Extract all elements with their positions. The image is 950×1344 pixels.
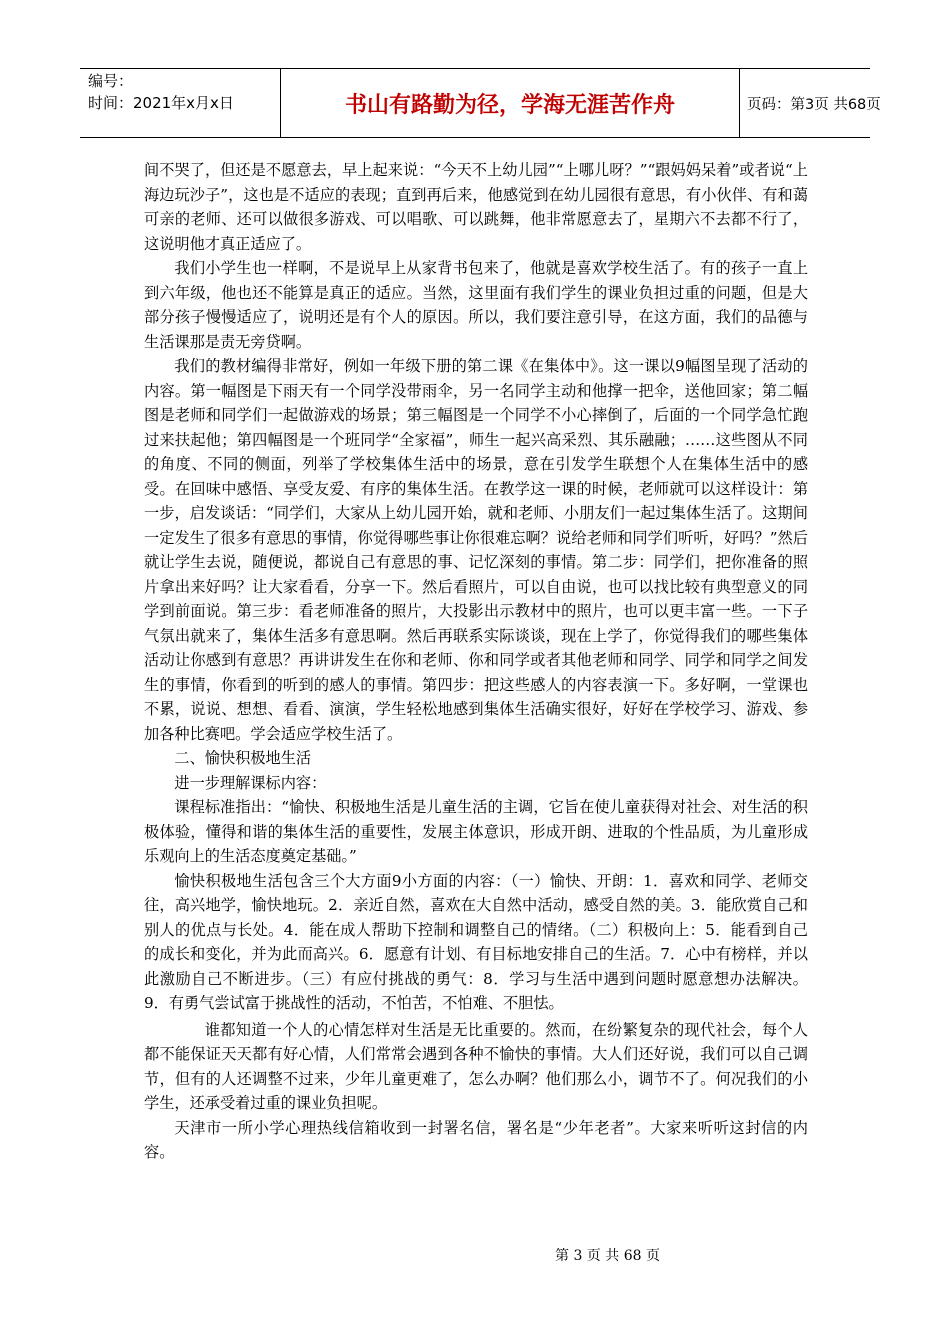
subsection-label: 进一步理解课标内容：: [174, 773, 327, 792]
document-body: [144, 158, 808, 1165]
paragraph-continuation: 间不哭了，但还是不愿意去，早上起来说：“今天不上幼儿园”“上哪儿呀？”“跟妈妈呆着”或者说“上海边玩沙子”，这也是不适应的表现；直到再后来，他感觉到在幼儿园很有意思，有小伙伴、有和蔼可亲的老师、还可以做很多游戏、可以唱歌、可以跳舞，他非常愿意去了，星期六不去都不行了，这说明他才真正适应了。: [144, 161, 808, 253]
paragraph: 谁都知道一个人的心情怎样对生活是无比重要的。然而，在纷繁复杂的现代社会，每个人都不能保证天天都有好心情，人们常常会遇到各种不愉快的事情。大人们还好说，我们可以自己调节，但有的人还调整不过来，少年儿童更难了，怎么办啊？他们那么小，调节不了。何况我们的小学生，还承受着过重的课业负担呢。: [144, 1020, 808, 1112]
page-header: [80, 68, 881, 138]
document-number-label: 编号：: [88, 72, 134, 90]
header-meta: [88, 69, 283, 137]
header-motto: 书山有路勤为径，学海无涯苦作舟: [280, 69, 740, 137]
header-page-indicator: 页码：第3页 共68页: [747, 96, 881, 113]
section-heading: 二、愉快积极地生活: [174, 749, 312, 767]
paragraph: 愉快积极地生活包含三个大方面9小方面的内容：（一）愉快、开朗：1．喜欢和同学、老师交往，高兴地学，愉快地玩。2．亲近自然，喜欢在大自然中活动，感受自然的美。3．能欣赏自己和别人的优点与长处。4．能在成人帮助下控制和调整自己的情绪。（二）积极向上：5．能看到自己的成长和变化，并为此而高兴。6．愿意有计划、有目标地安排自己的生活。7．心中有榜样，并以此激励自己不断进步。（三）有应付挑战的勇气：8．学习与生活中遇到问题时愿意想办法解决。9．有勇气尝试富于挑战性的活动，不怕苦，不怕难、不胆怯。: [144, 871, 808, 1012]
footer-page-number: 第 3 页 共 68 页: [555, 1248, 660, 1264]
paragraph: 我们小学生也一样啊，不是说早上从家背书包来了，他就是喜欢学校生活了。有的孩子一直上到六年级，他也还不能算是真正的适应。当然，这里面有我们学生的课业负担过重的问题，但是大部分孩子慢慢适应了，说明还是有个人的原因。所以，我们要注意引导，在这方面，我们的品德与生活课那是责无旁贷啊。: [144, 259, 808, 351]
document-date-label: 时间：2021年x月x日: [88, 94, 234, 112]
paragraph: 天津市一所小学心理热线信箱收到一封署名信，署名是“少年老者”。大家来听听这封信的内容。: [144, 1118, 808, 1161]
paragraph: 课程标准指出：“愉快、积极地生活是儿童生活的主调，它旨在使儿童获得对社会、对生活的积极体验，懂得和谐的集体生活的重要性，发展主体意识，形成开朗、进取的个性品质，为儿童形成乐观向上的生活态度奠定基础。”: [144, 798, 808, 865]
paragraph: 我们的教材编得非常好，例如一年级下册的第二课《在集体中》。这一课以9幅图呈现了活动的内容。第一幅图是下雨天有一个同学没带雨伞，另一名同学主动和他撑一把伞，送他回家；第二幅图是老师和同学们一起做游戏的场景；第三幅图是一个同学不小心摔倒了，后面的一个同学急忙跑过来扶起他；第四幅图是一个班同学“全家福”，师生一起兴高采烈、其乐融融；……这些图从不同的角度、不同的侧面，列举了学校集体生活中的场景，意在引发学生联想个人在集体生活中的感受。在回味中感悟、享受友爱、有序的集体生活。在教学这一课的时候，老师就可以这样设计：第一步，启发谈话：“同学们，大家从上幼儿园开始，就和老师、小朋友们一起过集体生活了。这期间一定发生了很多有意思的事情，你觉得哪些事让你很难忘啊？说给老师和同学们听听，好吗？”然后就让学生去说，随便说，都说自己有意思的事、记忆深刻的事情。第二步：同学们，把你准备的照片拿出来好吗？让大家看看，分享一下。然后看照片，可以自由说，也可以找比较有典型意义的同学到前面说。第三步：看老师准备的照片，大投影出示教材中的照片，也可以更丰富一些。一下子气氛出就来了，集体生活多有意思啊。然后再联系实际谈谈，现在上学了，你觉得我们的哪些集体活动让你感到有意思？再讲讲发生在你和老师、你和同学或者其他老师和同学、同学和同学之间发生的事情，你看到的听到的感人的事情。第四步：把这些感人的内容表演一下。多好啊，一堂课也不累，说说、想想、看看、演演，学生轻松地感到集体生活确实很好，好好在学校学习、游戏、参加各种比赛吧。学会适应学校生活了。: [144, 357, 808, 743]
